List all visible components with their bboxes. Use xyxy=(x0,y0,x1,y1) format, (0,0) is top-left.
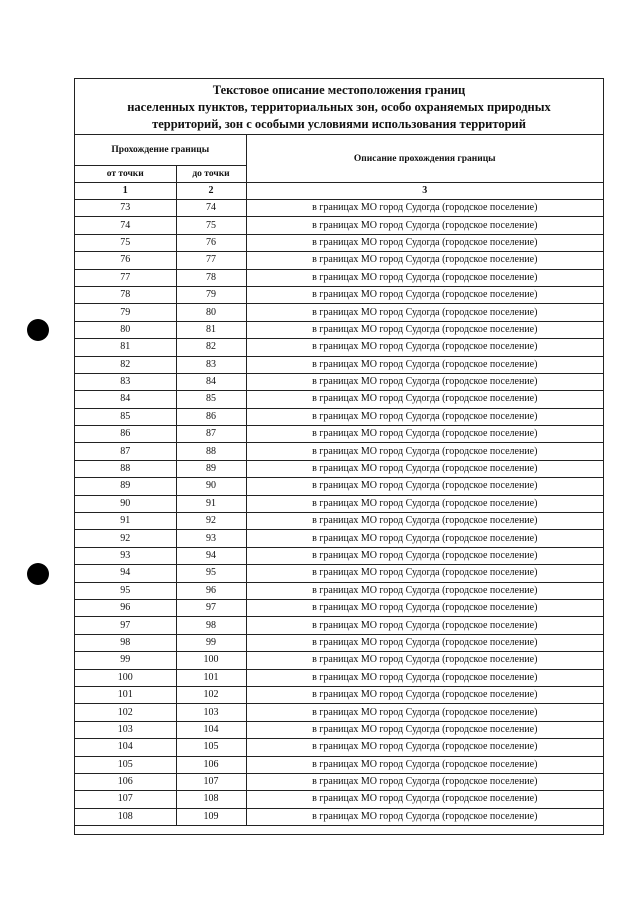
from-point-cell: 93 xyxy=(75,547,176,564)
description-cell: в границах МО город Судогда (городское поселение) xyxy=(246,704,603,721)
description-cell: в границах МО город Судогда (городское поселение) xyxy=(246,426,603,443)
header-col-1: 1 xyxy=(75,183,176,200)
to-point-cell: 106 xyxy=(176,756,246,773)
description-cell: в границах МО город Судогда (городское поселение) xyxy=(246,791,603,808)
from-point-cell: 96 xyxy=(75,599,176,616)
to-point-cell: 77 xyxy=(176,252,246,269)
to-point-cell: 105 xyxy=(176,739,246,756)
table-row xyxy=(75,513,603,530)
title-line-3: территорий, зон с особыми условиями использования территорий xyxy=(152,117,526,131)
description-cell: в границах МО город Судогда (городское поселение) xyxy=(246,269,603,286)
description-cell: в границах МО город Судогда (городское поселение) xyxy=(246,460,603,477)
table-row xyxy=(75,582,603,599)
table-row xyxy=(75,634,603,651)
description-cell: в границах МО город Судогда (городское поселение) xyxy=(246,547,603,564)
description-cell: в границах МО город Судогда (городское поселение) xyxy=(246,234,603,251)
from-point-cell: 102 xyxy=(75,704,176,721)
from-point-cell: 77 xyxy=(75,269,176,286)
to-point-cell: 91 xyxy=(176,495,246,512)
to-point-cell: 79 xyxy=(176,286,246,303)
description-cell: в границах МО город Судогда (городское поселение) xyxy=(246,408,603,425)
description-cell: в границах МО город Судогда (городское поселение) xyxy=(246,808,603,825)
table-row xyxy=(75,269,603,286)
description-cell: в границах МО город Судогда (городское поселение) xyxy=(246,304,603,321)
to-point-cell: 90 xyxy=(176,478,246,495)
from-point-cell: 84 xyxy=(75,391,176,408)
to-point-cell: 85 xyxy=(176,391,246,408)
description-cell: в границах МО город Судогда (городское поселение) xyxy=(246,286,603,303)
from-point-cell: 88 xyxy=(75,460,176,477)
to-point-cell: 92 xyxy=(176,513,246,530)
description-cell: в границах МО город Судогда (городское поселение) xyxy=(246,339,603,356)
from-point-cell: 99 xyxy=(75,652,176,669)
header-description: Описание прохождения границы xyxy=(246,135,603,183)
to-point-cell: 97 xyxy=(176,599,246,616)
table-row xyxy=(75,721,603,738)
table-row xyxy=(75,652,603,669)
to-point-cell: 84 xyxy=(176,373,246,390)
from-point-cell: 87 xyxy=(75,443,176,460)
to-point-cell: 103 xyxy=(176,704,246,721)
from-point-cell: 100 xyxy=(75,669,176,686)
from-point-cell: 80 xyxy=(75,321,176,338)
table-row xyxy=(75,599,603,616)
description-cell: в границах МО город Судогда (городское поселение) xyxy=(246,391,603,408)
header-to-point: до точки xyxy=(176,166,246,183)
table-row xyxy=(75,773,603,790)
from-point-cell: 76 xyxy=(75,252,176,269)
table-row xyxy=(75,530,603,547)
description-cell: в границах МО город Судогда (городское поселение) xyxy=(246,565,603,582)
from-point-cell: 92 xyxy=(75,530,176,547)
to-point-cell: 102 xyxy=(176,686,246,703)
document-frame xyxy=(74,78,604,835)
description-cell: в границах МО город Судогда (городское поселение) xyxy=(246,478,603,495)
table-row xyxy=(75,547,603,564)
to-point-cell: 81 xyxy=(176,321,246,338)
table-row xyxy=(75,617,603,634)
table-row xyxy=(75,304,603,321)
description-cell: в границах МО город Судогда (городское поселение) xyxy=(246,443,603,460)
to-point-cell: 76 xyxy=(176,234,246,251)
to-point-cell: 104 xyxy=(176,721,246,738)
description-cell: в границах МО город Судогда (городское поселение) xyxy=(246,669,603,686)
table-row xyxy=(75,756,603,773)
table-row xyxy=(75,791,603,808)
description-cell: в границах МО город Судогда (городское поселение) xyxy=(246,634,603,651)
table-row xyxy=(75,217,603,234)
description-cell: в границах МО город Судогда (городское поселение) xyxy=(246,652,603,669)
header-col-2: 2 xyxy=(176,183,246,200)
table-row xyxy=(75,252,603,269)
description-cell: в границах МО город Судогда (городское поселение) xyxy=(246,200,603,217)
from-point-cell: 75 xyxy=(75,234,176,251)
from-point-cell: 103 xyxy=(75,721,176,738)
to-point-cell: 82 xyxy=(176,339,246,356)
punch-hole-bottom xyxy=(27,563,49,585)
description-cell: в границах МО город Судогда (городское поселение) xyxy=(246,686,603,703)
from-point-cell: 82 xyxy=(75,356,176,373)
to-point-cell: 109 xyxy=(176,808,246,825)
table-row xyxy=(75,808,603,825)
to-point-cell: 101 xyxy=(176,669,246,686)
table-row xyxy=(75,339,603,356)
from-point-cell: 95 xyxy=(75,582,176,599)
description-cell: в границах МО город Судогда (городское поселение) xyxy=(246,217,603,234)
description-cell: в границах МО город Судогда (городское поселение) xyxy=(246,356,603,373)
to-point-cell: 100 xyxy=(176,652,246,669)
boundary-table xyxy=(75,135,603,826)
table-row xyxy=(75,408,603,425)
title-line-2: населенных пунктов, территориальных зон, особо охраняемых природных xyxy=(127,100,551,114)
to-point-cell: 89 xyxy=(176,460,246,477)
from-point-cell: 89 xyxy=(75,478,176,495)
from-point-cell: 105 xyxy=(75,756,176,773)
from-point-cell: 90 xyxy=(75,495,176,512)
punch-hole-top xyxy=(27,319,49,341)
description-cell: в границах МО город Судогда (городское поселение) xyxy=(246,599,603,616)
from-point-cell: 83 xyxy=(75,373,176,390)
to-point-cell: 108 xyxy=(176,791,246,808)
from-point-cell: 98 xyxy=(75,634,176,651)
table-row xyxy=(75,565,603,582)
from-point-cell: 78 xyxy=(75,286,176,303)
to-point-cell: 99 xyxy=(176,634,246,651)
to-point-cell: 78 xyxy=(176,269,246,286)
from-point-cell: 107 xyxy=(75,791,176,808)
description-cell: в границах МО город Судогда (городское поселение) xyxy=(246,530,603,547)
table-row xyxy=(75,443,603,460)
description-cell: в границах МО город Судогда (городское поселение) xyxy=(246,582,603,599)
table-row xyxy=(75,200,603,217)
table-row xyxy=(75,426,603,443)
table-row xyxy=(75,739,603,756)
table-row xyxy=(75,495,603,512)
to-point-cell: 75 xyxy=(176,217,246,234)
description-cell: в границах МО город Судогда (городское поселение) xyxy=(246,773,603,790)
description-cell: в границах МО город Судогда (городское поселение) xyxy=(246,739,603,756)
from-point-cell: 97 xyxy=(75,617,176,634)
table-row xyxy=(75,391,603,408)
from-point-cell: 91 xyxy=(75,513,176,530)
from-point-cell: 74 xyxy=(75,217,176,234)
to-point-cell: 98 xyxy=(176,617,246,634)
description-cell: в границах МО город Судогда (городское поселение) xyxy=(246,756,603,773)
table-row xyxy=(75,460,603,477)
table-row xyxy=(75,286,603,303)
from-point-cell: 104 xyxy=(75,739,176,756)
description-cell: в границах МО город Судогда (городское поселение) xyxy=(246,252,603,269)
to-point-cell: 95 xyxy=(176,565,246,582)
from-point-cell: 85 xyxy=(75,408,176,425)
table-row xyxy=(75,321,603,338)
to-point-cell: 94 xyxy=(176,547,246,564)
to-point-cell: 87 xyxy=(176,426,246,443)
description-cell: в границах МО город Судогда (городское поселение) xyxy=(246,495,603,512)
description-cell: в границах МО город Судогда (городское поселение) xyxy=(246,721,603,738)
table-row xyxy=(75,478,603,495)
to-point-cell: 107 xyxy=(176,773,246,790)
description-cell: в границах МО город Судогда (городское поселение) xyxy=(246,373,603,390)
header-passage: Прохождение границы xyxy=(75,135,246,166)
table-body xyxy=(75,200,603,826)
to-point-cell: 88 xyxy=(176,443,246,460)
table-row xyxy=(75,234,603,251)
from-point-cell: 73 xyxy=(75,200,176,217)
to-point-cell: 80 xyxy=(176,304,246,321)
from-point-cell: 86 xyxy=(75,426,176,443)
table-row xyxy=(75,704,603,721)
from-point-cell: 106 xyxy=(75,773,176,790)
from-point-cell: 81 xyxy=(75,339,176,356)
description-cell: в границах МО город Судогда (городское поселение) xyxy=(246,513,603,530)
to-point-cell: 74 xyxy=(176,200,246,217)
header-from-point: от точки xyxy=(75,166,176,183)
table-row xyxy=(75,686,603,703)
to-point-cell: 83 xyxy=(176,356,246,373)
title-line-1: Текстовое описание местоположения границ xyxy=(212,83,466,97)
to-point-cell: 93 xyxy=(176,530,246,547)
to-point-cell: 96 xyxy=(176,582,246,599)
table-row xyxy=(75,669,603,686)
description-cell: в границах МО город Судогда (городское поселение) xyxy=(246,321,603,338)
description-cell: в границах МО город Судогда (городское поселение) xyxy=(246,617,603,634)
header-col-3: 3 xyxy=(246,183,603,200)
table-row xyxy=(75,356,603,373)
from-point-cell: 101 xyxy=(75,686,176,703)
to-point-cell: 86 xyxy=(176,408,246,425)
from-point-cell: 79 xyxy=(75,304,176,321)
from-point-cell: 108 xyxy=(75,808,176,825)
document-title xyxy=(75,79,603,135)
table-row xyxy=(75,373,603,390)
from-point-cell: 94 xyxy=(75,565,176,582)
